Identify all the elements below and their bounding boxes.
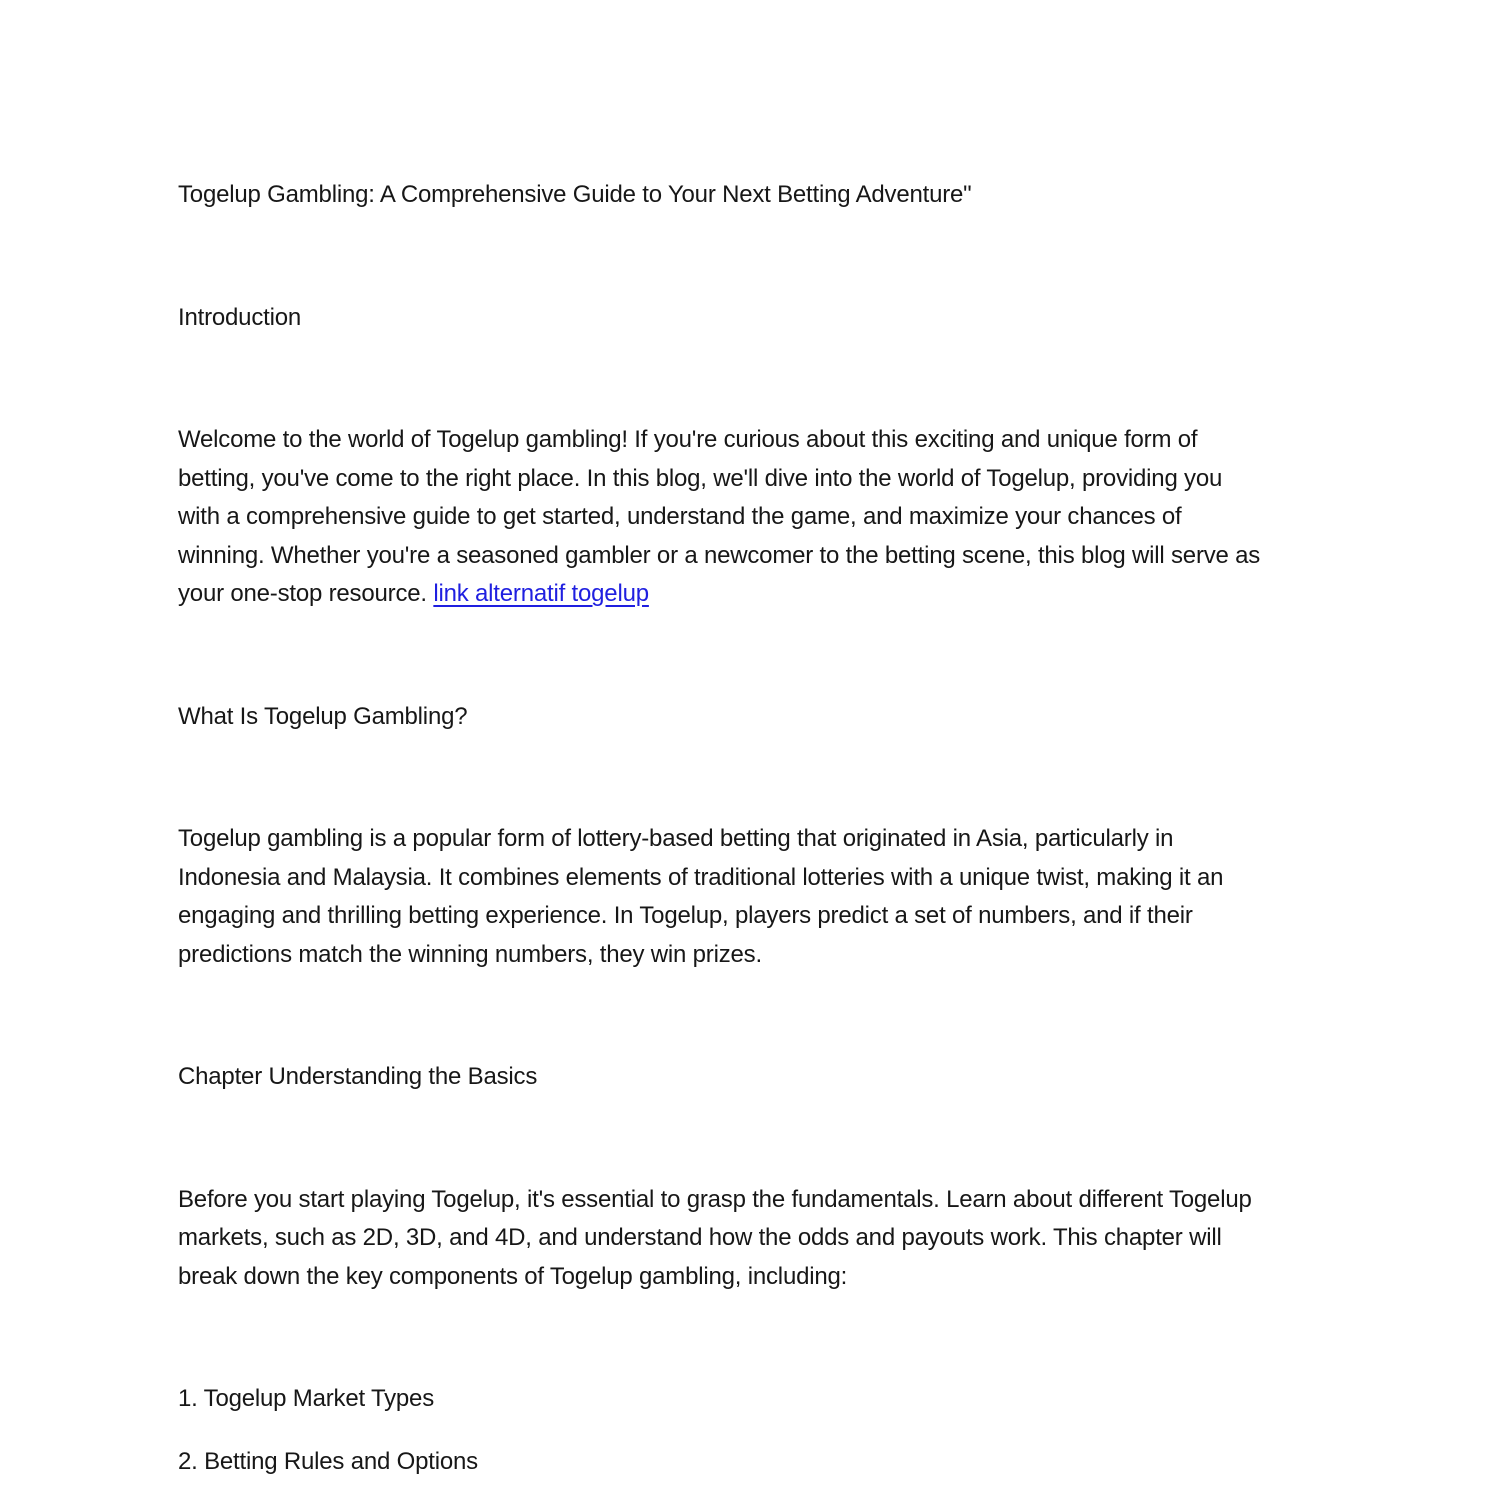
text-line-content: with a comprehensive guide to get started, understand the game, and maximize your chances of [178,503,1182,530]
text-line-content: engaging and thrilling betting experience. In Togelup, players predict a set of numbers, and if their [178,902,1193,929]
document-body [178,176,1350,1481]
paragraph-definition [178,820,1350,974]
text-line [178,1219,1350,1258]
text-line [178,936,1350,975]
text-line [178,421,1350,460]
text-line-content: winning. Whether you're a seasoned gambler or a newcomer to the betting scene, this blog will serve as [178,541,1261,569]
text-line-content: Before you start playing Togelup, it's essential to grasp the fundamentals. Learn about different Togelup [178,1185,1252,1213]
text-line [178,460,1350,499]
list-item: 1. Togelup Market Types [178,1385,435,1412]
text-line [178,1181,1350,1220]
numbered-list [178,1380,1350,1481]
text-line-content: Welcome to the world of Togelup gambling! If you're curious about this exciting and unique form of [178,426,1198,453]
section-heading-introduction: Introduction [178,303,302,331]
text-line [178,897,1350,936]
text-line-content: betting, you've come to the right place. In this blog, we'll dive into the world of Togelup, providing you [178,464,1223,492]
text-line-content: Indonesia and Malaysia. It combines elements of traditional lotteries with a unique twist, making it an [178,863,1224,891]
link-alternatif-togelup[interactable]: link alternatif togelup [433,580,649,607]
list-item: 2. Betting Rules and Options [178,1447,478,1475]
section-heading-what-is: What Is Togelup Gambling? [178,702,468,730]
text-line-content: your one-stop resource. [178,580,434,607]
text-line [178,1258,1350,1297]
section-heading-chapter-basics: Chapter Understanding the Basics [178,1063,538,1090]
text-line [178,498,1350,537]
text-line [178,537,1350,576]
text-line [178,820,1350,859]
text-line [178,575,1350,614]
paragraph-basics [178,1181,1350,1297]
text-line-content: predictions match the winning numbers, they win prizes. [178,940,762,968]
text-line [178,859,1350,898]
paragraph-welcome [178,421,1350,614]
doc-title: Togelup Gambling: A Comprehensive Guide to Your Next Betting Adventure" [178,181,972,208]
text-line-content: break down the key components of Togelup gambling, including: [178,1262,848,1290]
text-line-content: markets, such as 2D, 3D, and 4D, and understand how the odds and payouts work. This chapter will [178,1224,1222,1251]
text-line-content: Togelup gambling is a popular form of lottery-based betting that originated in Asia, particularly in [178,825,1174,852]
